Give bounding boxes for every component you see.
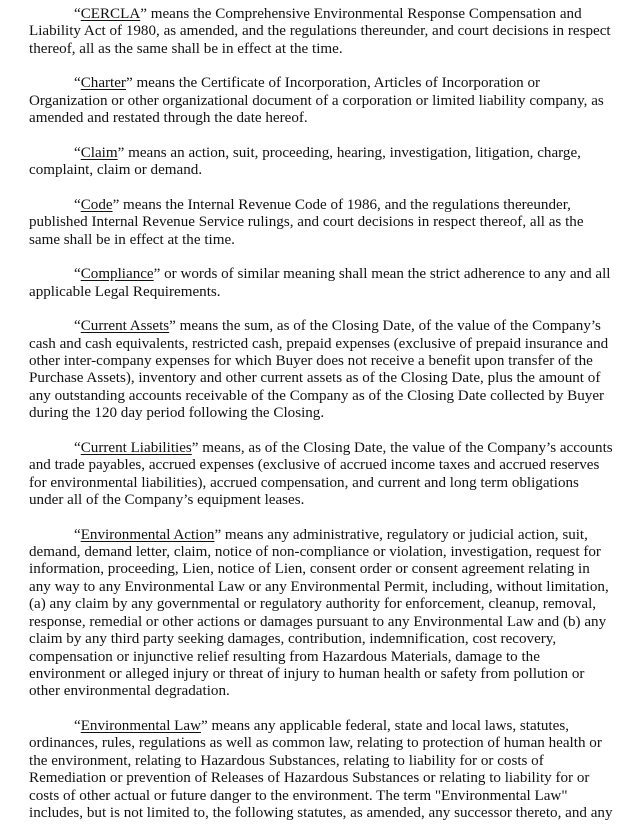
close-quote: ” <box>140 6 147 22</box>
close-quote: ” <box>117 144 125 161</box>
defined-term: Environmental Action <box>80 526 215 543</box>
defined-term: Compliance <box>80 266 154 283</box>
definition-charter <box>29 75 614 127</box>
close-quote: ” <box>112 196 120 213</box>
defined-term: CERCLA <box>80 6 141 22</box>
definition-environmental-action <box>29 527 614 701</box>
definition-claim <box>29 145 614 180</box>
definition-environmental-law <box>29 718 614 822</box>
definition-text: or words of similar meaning shall mean the strict adherence to any and all applicable Legal Requirements. <box>29 266 611 300</box>
open-quote: “ <box>74 717 81 734</box>
definition-text: means, as of the Closing Date, the value of the Company’s accounts and trade payables, accrued expenses (exclusive of accrued income taxes and accrued reserves for environmental liabilities), accrued compensation, and current and long term obligations under all of the Company’s equipment leases. <box>29 439 613 509</box>
definition-text: means an action, suit, proceeding, hearing, investigation, litigation, charge, complaint, claim or demand. <box>29 144 581 179</box>
definition-cercla <box>29 6 614 58</box>
close-quote: ” <box>201 717 208 734</box>
open-quote: “ <box>74 75 81 92</box>
close-quote: ” <box>169 318 176 335</box>
open-quote: “ <box>74 196 81 213</box>
defined-term: Current Liabilities <box>80 439 192 456</box>
close-quote: ” <box>153 266 161 283</box>
defined-term: Code <box>80 196 113 213</box>
definition-text: means the sum, as of the Closing Date, of the value of the Company’s cash and cash equivalents, restricted cash, prepaid expenses (exclusive of prepaid insurance and other inter-company expenses for which Buyer does not receive a benefit upon transfer of the Purchase Assets), inventory and other current assets as of the Closing Date, plus the amount of any outstanding accounts receivable of the Company as of the Closing Date collected by Buyer during the 120 day period following the Closing. <box>29 318 609 422</box>
open-quote: “ <box>74 526 81 543</box>
defined-term: Environmental Law <box>80 717 201 734</box>
open-quote: “ <box>74 439 81 456</box>
document-page <box>29 6 614 840</box>
definition-text: means any applicable federal, state and local laws, statutes, ordinances, rules, regulations as well as common law, relating to protection of human health or the environment, relating to Hazardous Substances, relating to liability for or costs of Remediation or prevention of Releases of Hazardous Substances or relating to liability for or costs of other actual or future danger to the environment. The term "Environmental Law" includes, but is not limited to, the following statutes, as amended, any successor thereto, and any <box>29 717 613 821</box>
definition-current-assets <box>29 318 614 422</box>
defined-term: Charter <box>80 75 126 92</box>
defined-term: Current Assets <box>80 318 170 335</box>
definition-current-liabilities <box>29 440 614 510</box>
open-quote: “ <box>74 144 81 161</box>
definition-compliance <box>29 266 614 301</box>
open-quote: “ <box>74 6 81 22</box>
definition-text: means the Internal Revenue Code of 1986, and the regulations thereunder, published Internal Revenue Service rulings, and court decisions in respect thereof, all as the same shall be in effect at the time. <box>29 196 584 248</box>
definition-text: means the Comprehensive Environmental Response Compensation and Liability Act of 1980, as amended, and the regulations thereunder, and court decisions in respect thereof, all as the same shall be in effect at the time. <box>29 6 611 57</box>
close-quote: ” <box>214 526 222 543</box>
open-quote: “ <box>74 318 81 335</box>
close-quote: ” <box>125 75 133 92</box>
definition-code <box>29 197 614 249</box>
definition-text: means the Certificate of Incorporation, Articles of Incorporation or Organization or other organizational document of a corporation or limited liability company, as amended and restated through the date hereof. <box>29 75 604 127</box>
open-quote: “ <box>74 266 81 283</box>
close-quote: ” <box>191 439 199 456</box>
definition-text: means any administrative, regulatory or judicial action, suit, demand, demand letter, claim, notice of non-compliance or violation, investigation, request for information, proceeding, Lien, notice of Lien, consent order or consent agreement relating in any way to any Environmental Law or any Environmental Permit, including, without limitation, (a) any claim by any governmental or regulatory authority for enforcement, cleanup, removal, response, remedial or other actions or damages pursuant to any Environmental Law and (b) any claim by any third party seeking damages, contribution, indemnification, cost recovery, compensation or injunctive relief resulting from Hazardous Materials, damage to the environment or alleged injury or threat of injury to human health or safety from pollution or other environmental degradation. <box>29 526 609 700</box>
defined-term: Claim <box>80 144 118 161</box>
